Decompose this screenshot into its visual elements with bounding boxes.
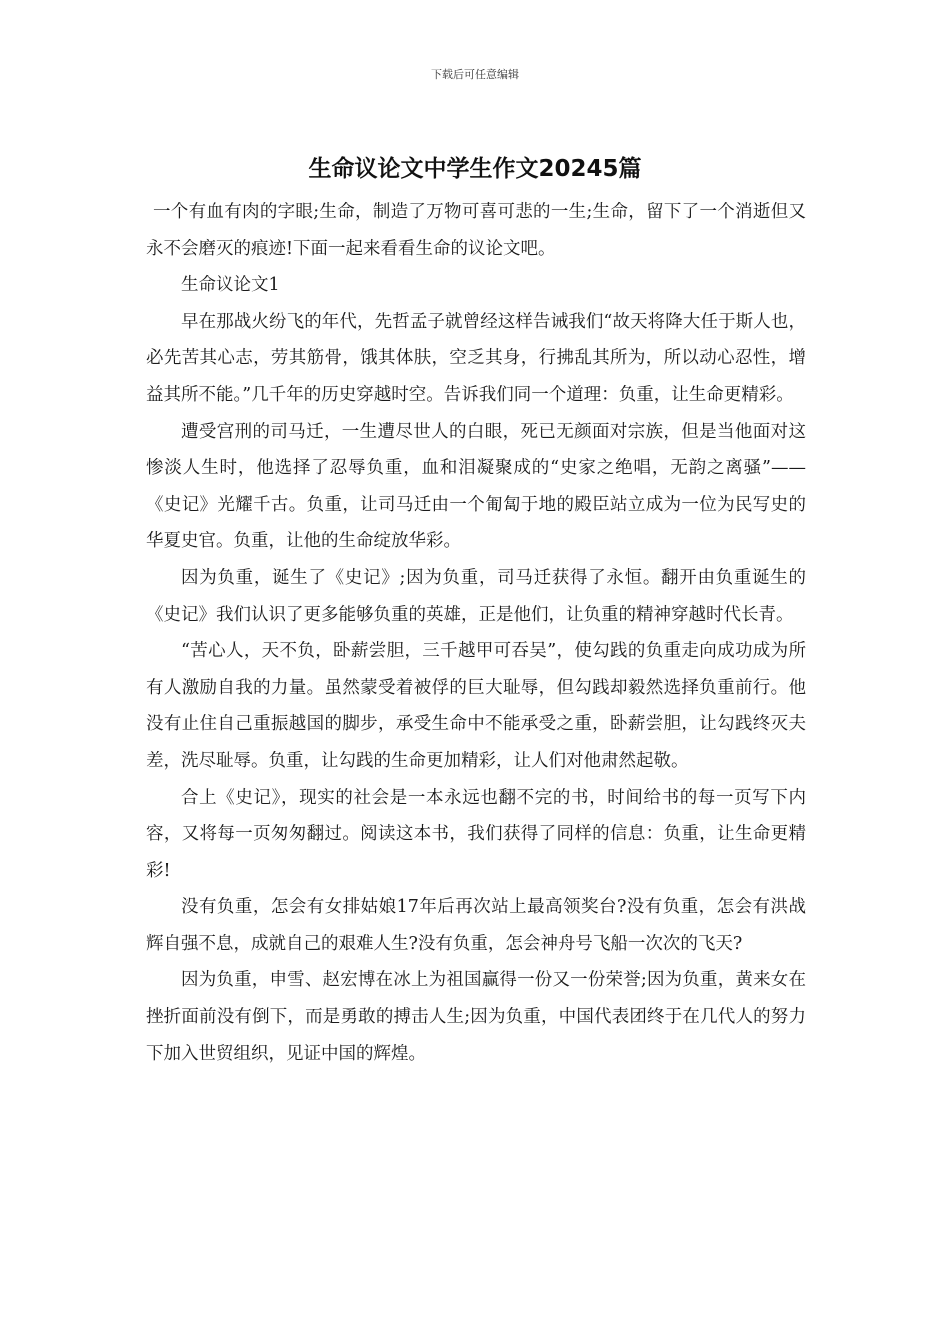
- body-paragraph: “苦心人，天不负，卧薪尝胆，三千越甲可吞吴”，使勾践的负重走向成功成为所有人激励自我的力量。虽然蒙受着被俘的巨大耻辱，但勾践却毅然选择负重前行。他没有止住自己重振越国的脚步，承受生命中不能承受之重，卧薪尝胆，让勾践终灭夫差，洗尽耻辱。负重，让勾践的生命更加精彩，让人们对他肃然起敬。: [146, 641, 806, 771]
- article-body: [146, 194, 806, 1072]
- body-paragraph: 没有负重，怎会有女排姑娘17年后再次站上最高领奖台?没有负重，怎会有洪战辉自强不息，成就自己的艰难人生?没有负重，怎会神舟号飞船一次次的飞天?: [146, 897, 806, 954]
- section-heading: 生命议论文1: [181, 275, 280, 296]
- intro-paragraph: 一个有血有肉的字眼;生命，制造了万物可喜可悲的一生;生命，留下了一个消逝但又永不会磨灭的痕迹!下面一起来看看生命的议论文吧。: [146, 202, 806, 259]
- body-paragraph: 合上《史记》，现实的社会是一本永远也翻不完的书，时间给书的每一页写下内容，又将每一页匆匆翻过。阅读这本书，我们获得了同样的信息：负重，让生命更精彩!: [146, 787, 806, 881]
- page-title: 生命议论文中学生作文20245篇: [308, 156, 642, 182]
- body-paragraph: 因为负重，诞生了《史记》;因为负重，司马迁获得了永恒。翻开由负重诞生的《史记》我们认识了更多能够负重的英雄，正是他们，让负重的精神穿越时代长青。: [146, 567, 806, 625]
- body-paragraph: 遭受宫刑的司马迁，一生遭尽世人的白眼，死已无颜面对宗族，但是当他面对这惨淡人生时，他选择了忍辱负重，血和泪凝聚成的“史家之绝唱，无韵之离骚”——《史记》光耀千古。负重，让司马迁由一个匍匐于地的殿臣站立成为一位为民写史的华夏史官。负重，让他的生命绽放华彩。: [146, 421, 806, 552]
- header-note: 下载后可任意编辑: [431, 68, 519, 81]
- body-paragraph: 因为负重，申雪、赵宏博在冰上为祖国赢得一份又一份荣誉;因为负重，黄来女在挫折面前没有倒下，而是勇敢的搏击人生;因为负重，中国代表团终于在几代人的努力下加入世贸组织，见证中国的辉煌。: [146, 970, 806, 1064]
- body-paragraph: 早在那战火纷飞的年代，先哲孟子就曾经这样告诫我们“故天将降大任于斯人也，必先苦其心志，劳其筋骨，饿其体肤，空乏其身，行拂乱其所为，所以动心忍性，增益其所不能。”几千年的历史穿越时空。告诉我们同一个道理：负重，让生命更精彩。: [146, 311, 806, 405]
